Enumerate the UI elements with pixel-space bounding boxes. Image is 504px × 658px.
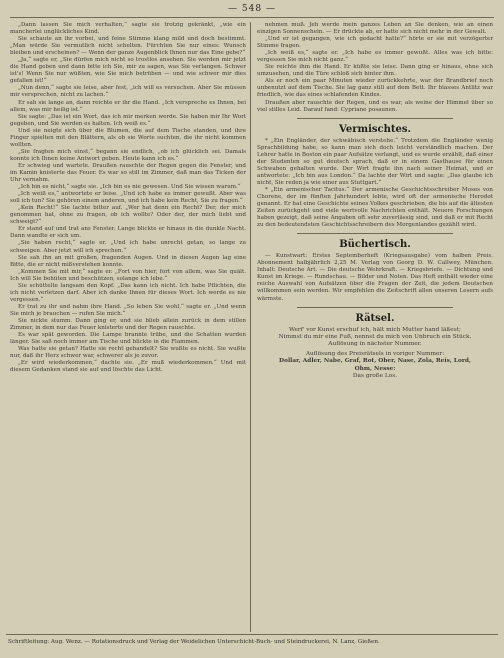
top-rule: [10, 17, 494, 18]
buechertisch-items: [257, 253, 493, 302]
imprint-footer: Schriftleitung: Aug. Wenz. — Rotationsdruck und Verlag der Weidelichen Unterschicht-Buch- und Steindruckerei, N. Lanz, Gießen.: [8, 639, 380, 645]
story-paragraph: Sie sah ihn an mit großen, fragenden Augen. Und in diesen Augen lag eine Bitte, die er nicht mißverstehen konnte.: [10, 254, 246, 268]
buechertisch-item: — Kunstwart: Erstes Septemberheft (Kriegsausgabe) vom halben Preis. Abonnement halbjährlich 2,25 M. Verlag von Georg D. W. Callwey, München. Inhalt: Deutsche Art. — Die deutsche Wehrkraft. — Kriegsbriefe. — Dichtung und Kunst im Kriege. — Rundschau. — Bilder und Noten. Das Heft enthält wieder eine reiche Auswahl von Aufsätzen über die Fragen der Zeit, die jedem Deutschen willkommen sein werden. Wir empfehlen die Zeitschrift allen unseren Lesern aufs wärmste.: [257, 253, 493, 302]
story-paragraph: Er stand auf und trat ans Fenster. Lange blickte er hinaus in die dunkle Nacht. Dann wandte er sich um.: [10, 226, 246, 240]
story-paragraph: Sie reichte ihm die Hand. Er küßte sie leise. Dann ging er hinaus, ohne sich umzusehen, und die Türe schloß sich hinter ihm.: [257, 64, 493, 78]
story-paragraph: „Ich bin es nicht,“ sagte sie. „Ich bin es nie gewesen. Und Sie wissen warum.“: [18, 184, 241, 191]
section-separator: [297, 233, 453, 234]
vermischtes-heading: Vermischtes.: [339, 123, 411, 135]
vermischtes-item: * „Ein Engländer, der schwäbisch verstehe.“ Trotzdem die Engländer wenig Sprachbildung habe, so kann man sich doch leicht verständlich machen. Der Lehrer hatte in Boston ein paar Aufsätze verlangt, und es wurde erzählt, daß einer der Studenten so gut deutsch sprach, daß er in einem Gasthause für einen Schwaben gehalten wurde. Der Wirt fragte ihn nach seiner Heimat, und er antwortete: „Ich bin aus London.“ Da lachte der Wirt und sagte: „Das glaube ich nicht, Sie reden ja wie einer aus Stuttgart.“: [257, 137, 493, 186]
story-paragraph: Es war spät geworden. Die Lampe brannte trübe, und die Schatten wurden länger. Sie saß noch immer am Tische und blickte in die Flammen.: [10, 332, 246, 346]
story-paragraph: Sie sagte: „Das ist ein Wort, das ich mir merken werde. Sie haben mir Ihr Wort gegeben, und Sie werden es halten. Ich weiß es.“: [10, 113, 246, 127]
story-conclusion: [257, 22, 493, 114]
story-paragraph: Sie schüttelte langsam den Kopf. „Das kann ich nicht. Ich habe Pflichten, die ich nicht verletzen darf. Aber ich danke Ihnen für dieses Wort. Ich werde es nie vergessen.“: [10, 282, 246, 303]
section-separator: [297, 307, 453, 308]
buechertisch-heading: Büchertisch.: [339, 239, 411, 251]
story-paragraph: „Ich weiß es,“ antwortete er leise. „Und ich habe es immer gewußt. Aber was soll ich tun? Sie gehören einem anderen, und ich habe kein Recht, Sie zu fragen.“: [10, 191, 246, 205]
story-paragraph: „Dann lassen Sie mich verhalten,“ sagte sie trotzig gekränkt, „wie ein mancherlei unglückliches Kind.: [10, 22, 246, 36]
story-paragraph: Als er noch ein paar Minuten wieder zurückkehrte, war der Brandbrief noch unbenutzt auf dem Tische. Sie lag ganz still auf dem Bett. Ihr blasses Antlitz war friedlich, wie das eines schlafenden Kindes.: [257, 78, 493, 99]
footer-rule: [6, 634, 498, 635]
story-paragraph: „Ich weiß es,“ sagte er. „Ich habe es immer gewußt. Alles was ich bitte: vergessen Sie mich nicht ganz.“: [257, 50, 493, 64]
solution-title: Auflösung des Preisrätsels in voriger Nummer:: [305, 351, 445, 358]
solution-line: Dollar, Adler, Nabe, Graf, Rot, Ober, Nase, Zola, Reis, Lord,: [279, 358, 471, 365]
story-paragraph: Er schwieg und wartete. Draußen rauschte der Regen gegen die Fenster, und im Kamin knisterte das Feuer. Es war so still im Zimmer, daß man das Ticken der Uhr vernahm.: [10, 162, 246, 184]
story-paragraph: Er sah sie lange an, dann reichte er ihr die Hand. „Ich verspreche es Ihnen, bei allem, was mir heilig ist.“: [10, 99, 246, 113]
story-paragraph: „Nun denn,“ sagte sie leise, aber fest, „ich will es versuchen. Aber Sie müssen mir versprechen, nicht zu lachen.“: [10, 85, 246, 99]
section-separator: [297, 118, 453, 119]
story-paragraph: „Und er ist gegangen, wie ich gedacht hatte?“ hörte er sie mit verzögerter Stimme fragen.: [257, 36, 493, 50]
page-number: — 548 —: [228, 4, 276, 14]
raetsel-heading: Rätsel.: [355, 312, 395, 324]
story-paragraph: „Kein Recht!“ Sie lachte bitter auf. „Wer hat denn ein Recht? Der, der mich genommen hat, ohne zu fragen, ob ich wollte? Oder der, der mich liebt und schweigt?“: [10, 205, 246, 226]
left-column: [10, 22, 246, 632]
column-divider: [250, 22, 251, 632]
story-paragraph: Und sie neigte sich über die Blumen, die auf dem Tische standen, und ihre Finger spielten mit den Blättern, als ob sie Worte suchten, die ihr nicht kommen wollten.: [10, 127, 246, 148]
vermischtes-item: * „Ein armenischer Tacitus.“ Der armenische Geschichtsschreiber Moses von Chorene, der im fünften Jahrhundert lebte, wird oft der armenische Herodot genannt. Er hat eine Geschichte seines Volkes geschrieben, die bis auf die ältesten Zeiten zurückgeht und viele wertvolle Nachrichten enthält. Neuere Forschungen haben gezeigt, daß seine Angaben oft sehr zuverlässig sind, und daß er mit Recht zu den bedeutendsten Geschichtsschreibern des Morgenlandes gezählt wird.: [257, 186, 493, 229]
story-paragraph: Was hatte sie getan? Hatte sie recht gehandelt? Sie wußte es nicht. Sie wußte nur, daß ihr Herz schwer war, schwerer als je zuvor.: [10, 346, 246, 360]
story-paragraph: nehmen muß. Jeh werde mein ganzes Leben an Sie denken, wie an einen einzigen Sonnenschein. — Er drückte ab, er hatte sich nicht mehr in der Gewalt.: [257, 22, 493, 36]
solution-line: Das große Los.: [352, 372, 398, 379]
story-paragraph: Draußen aber rauschte der Regen, und es war, als weine der Himmel über so viel stilles Leid. Darauf fand: Cypriane posaunen.: [257, 99, 493, 113]
raetsel-line: Auflösung in nächster Nummer.: [328, 340, 422, 347]
story-paragraph: „Kommen Sie mit mir,“ sagte er. „Fort von hier, fort von allem, was Sie quält. Ich will Sie behüten und beschützen, solange ich lebe.“: [10, 268, 246, 282]
story-paragraph: „Er wird wiederkommen,“ dachte sie. „Er muß wiederkommen.“ Und mit diesem Gedanken stand sie auf und löschte das Licht.: [10, 360, 246, 374]
raetsel-line: Werf' vor Kunst erschuf ich, hält mich Mutter hand läßest;: [289, 326, 461, 333]
story-paragraph: „Sie fragten mich einst,“ begann sie endlich, „ob ich glücklich sei. Damals konnte ich Ihnen keine Antwort geben. Heute kann ich es.“: [10, 148, 246, 162]
story-paragraph: Sie nickte stumm. Dann ging er, und sie blieb allein zurück in dem stillen Zimmer, in dem nur das Feuer knisterte und der Regen rauschte.: [10, 317, 246, 332]
vermischtes-items: [257, 138, 493, 230]
right-column: [257, 22, 493, 632]
story-paragraph: Sie schaute an ihr vorbei, und feine Stimme klang mild und doch bestimmt. „Man würde Sie vermutlich nicht schelten. Fürchten Sie nur eines: Wunsch bleiben und erscheinen? — Wenn der ganze Augenblick Ihnen nur das Eine gebe?“: [10, 36, 246, 57]
story-paragraph: „Sie haben recht,“ sagte er. „Und ich habe unrecht getan, so lange zu schweigen. Aber jetzt will ich sprechen.“: [10, 240, 246, 254]
raetsel-line: Nimmst du mir eine Fuß, nennst du mich von Unbruch ein Stück.: [278, 333, 472, 340]
story-paragraph: Er trat zu ihr und nahm ihre Hand. „So leben Sie wohl,“ sagte er. „Und wenn Sie mich je brauchen — rufen Sie mich.“: [10, 303, 246, 317]
solution-line: Ohm, Nesse:: [354, 365, 396, 372]
story-paragraph: „Ja,“ sagte er, „Sie dürfen mich nicht so trostlos ansehen. Sie werden mir jetzt die Hand geben und dann bitte ich Sie, mir zu sagen, was Sie verlangen. Schwer ist's! Wenn Sie nur wüßten, wie Sie mich betrüben — und wie schwer mir dies gefallen ist!“: [10, 57, 246, 85]
raetsel-lines: [257, 327, 493, 380]
